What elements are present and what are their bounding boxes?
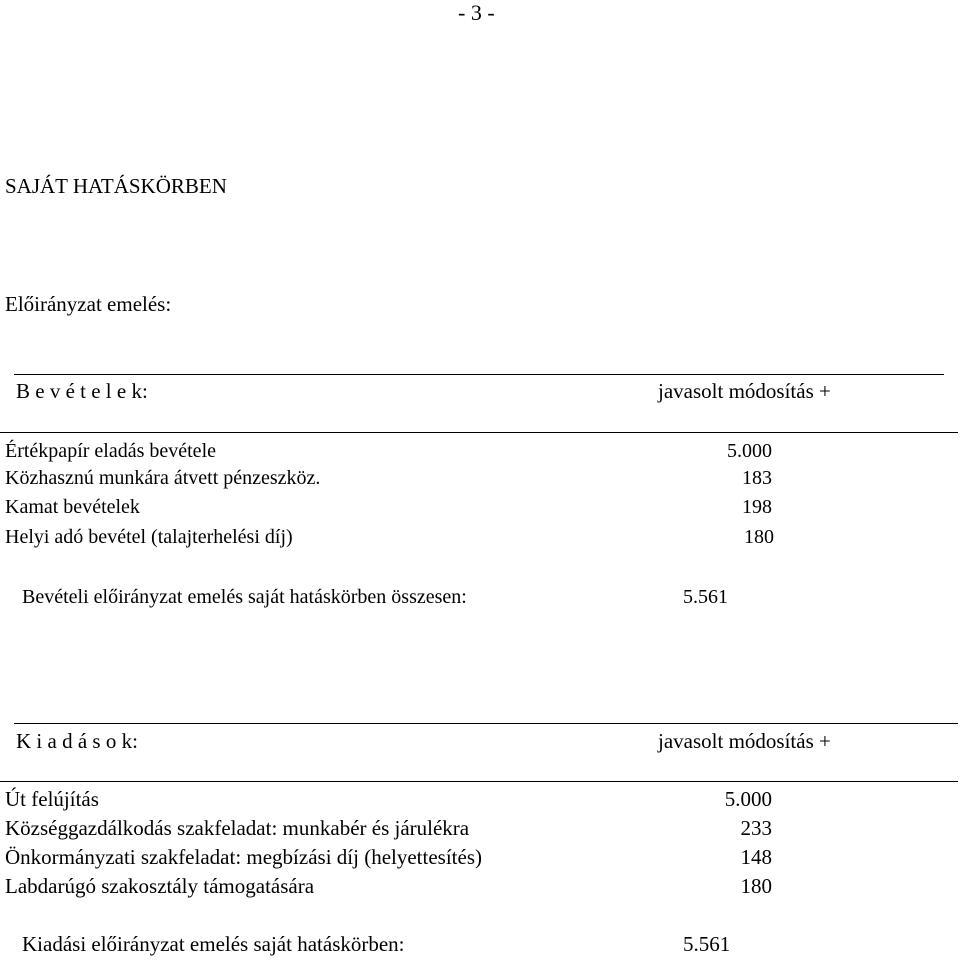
expense-column-label: javasolt módosítás + — [658, 729, 831, 753]
row-label: Helyi adó bevétel (talajterhelési díj) — [5, 526, 293, 548]
income-column-label: javasolt módosítás + — [658, 379, 831, 403]
row-amount: 180 — [744, 526, 774, 548]
expense-total-label: Kiadási előirányzat emelés saját hatáskörben: — [22, 932, 405, 956]
expense-header-rule — [0, 781, 958, 782]
expense-total-amount: 5.561 — [683, 932, 731, 956]
row-label: Értékpapír eladás bevétele — [5, 440, 216, 462]
income-total-amount: 5.561 — [683, 586, 728, 608]
row-amount: 180 — [740, 874, 772, 898]
expense-heading: K i a d á s o k: — [16, 729, 138, 753]
row-label: Közhasznú munkára átvett pénzeszköz. — [5, 467, 321, 489]
row-amount: 5.000 — [727, 440, 772, 462]
row-amount: 183 — [742, 467, 772, 489]
subtitle: Előirányzat emelés: — [5, 292, 172, 316]
section-title: SAJÁT HATÁSKÖRBEN — [5, 174, 227, 198]
income-top-rule — [14, 374, 944, 375]
page-number: - 3 - — [458, 0, 495, 25]
row-label: Önkormányzati szakfeladat: megbízási díj (helyettesítés) — [5, 845, 482, 869]
income-header-rule — [0, 432, 958, 433]
row-label: Kamat bevételek — [5, 496, 140, 518]
row-label: Út felújítás — [5, 787, 99, 811]
row-amount: 5.000 — [724, 787, 772, 811]
income-total-label: Bevételi előirányzat emelés saját hatáskörben összesen: — [22, 586, 467, 608]
row-amount: 233 — [740, 816, 772, 840]
row-label: Községgazdálkodás szakfeladat: munkabér és járulékra — [5, 816, 470, 840]
expense-top-rule — [14, 723, 958, 724]
row-label: Labdarúgó szakosztály támogatására — [5, 874, 315, 898]
row-amount: 148 — [740, 845, 772, 869]
row-amount: 198 — [742, 496, 772, 518]
income-heading: B e v é t e l e k: — [16, 379, 148, 403]
